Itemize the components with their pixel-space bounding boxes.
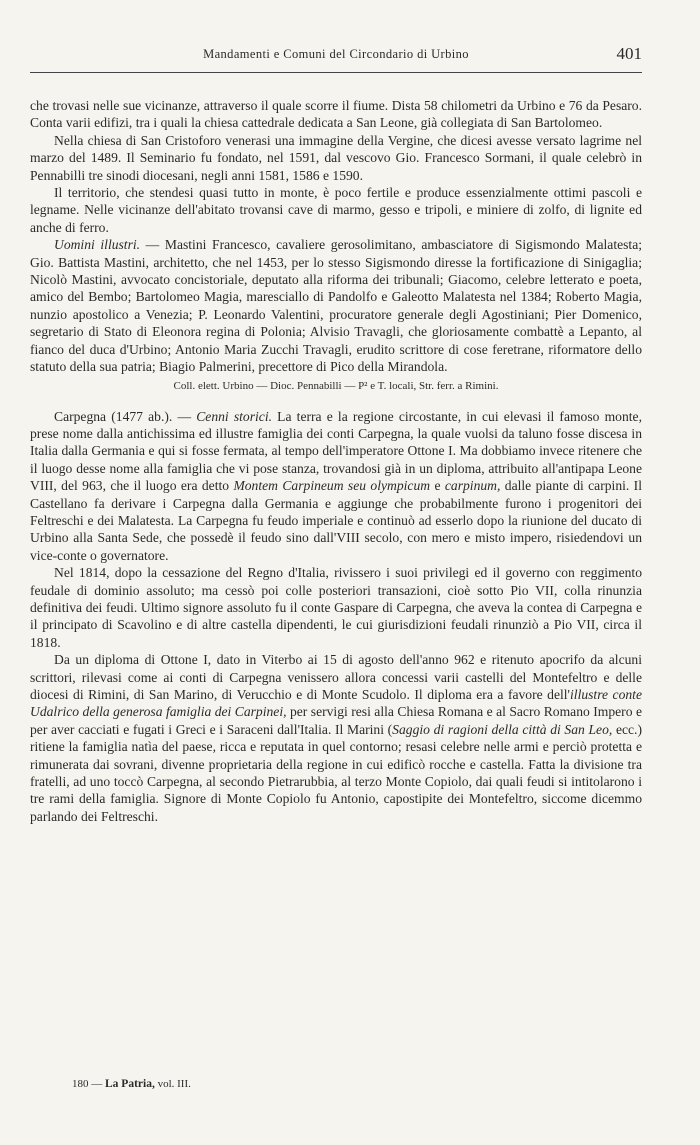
section-gap <box>30 394 642 408</box>
paragraph-3: Il territorio, che stendesi quasi tutto in monte, è poco fertile e produce essenzialmente ottimi pascoli e legname. Nelle vicinanze dell'abitato trovansi cave di marmo, gesso e tripoli, e miniere di zolfo, di lignite ed anche di ferro. <box>30 185 642 235</box>
diploma-italic-2: Saggio di ragioni della città di San Leo, <box>392 721 613 737</box>
diploma-text-c: ecc.) ritiene la famiglia natìa del paese, ricca e reputata in quel contorno; resasi celebre nelle armi e perciò protetta e rimunerata dai sovrani, divenne proprietaria della regione in cui edificò rocche e castella. Fatta la divisione tra fratelli, ad uno toccò Carpegna, al secondo Pietrarubbia, al terzo Monte Copiolo, dai quali feudi si intitolarono i tre rami della famiglia. Signore di Monte Copiolo fu Antonio, capostipite dei Montefeltro, siccome dicemmo parlando dei Feltreschi. <box>30 721 642 824</box>
illustrious-men-label: Uomini illustri. <box>54 237 141 253</box>
signature-volume: vol. III. <box>154 1078 191 1090</box>
carpegna-heading: Carpegna (1477 ab.). — <box>54 408 197 424</box>
page-number: 401 <box>616 44 642 63</box>
paragraph-1: che trovasi nelle sue vicinanze, attraverso il quale scorre il fiume. Dista 58 chilometri da Urbino e 76 da Pesaro. Conta varii edifizi, tra i quali la chiesa cattedrale dedicata a San Leone, già collegiata di San Bartolomeo. <box>30 98 642 131</box>
latin-phrase-2: carpinum, <box>444 478 501 494</box>
latin-phrase-1: Montem Carpineum seu olympicum <box>233 478 431 494</box>
diploma-text-a: Da un diploma di Ottone I, dato in Viterbo ai 15 di agosto dell'anno 962 e ritenuto apocrifo da alcuni scrittori, rilevasi come ai conti di Carpegna venissero allora concessi varii castelli del Montefeltro e delle diocesi di Rimini, di San Marino, di Verucchio e di Monte Scudolo. Il diploma era a favore dell' <box>30 652 642 702</box>
illustrious-men-text: — Mastini Francesco, cavaliere gerosolimitano, ambasciatore di Sigismondo Malatesta; Gio. Battista Mastini, architetto, che nel 1453, per lo stesso Sigismondo diresse la fortificazione di Sinigaglia; Nicolò Mastini, avvocato concistoriale, deputato alla riforma dei tribunali; Giacomo, celebre letterato e poeta, amico del Bembo; Bartolomeo Magia, maresciallo di Pandolfo e Galeotto Malatesta nel 1384; Roberto Magia, nunzio apostolico a Venezia; P. Leonardo Valentini, procuratore generale degli Agostiniani; Pier Domenico, segretario di Stato di Eleonora regina di Polonia; Alvisio Travagli, che gloriosamente combattè a Lepanto, al fianco del duca d'Urbino; Antonio Maria Zucchi Travagli, erudito scrittore di cose feretrane, riformatore dello statuto della sua patria; Biagio Palmerini, precettore di Pico della Mirandola. <box>30 237 643 375</box>
paragraph-diploma <box>30 651 642 825</box>
paragraph-1814: Nel 1814, dopo la cessazione del Regno d'Italia, rivissero i suoi privilegi ed il governo con reggimento feudale di dominio assoluto; ma cessò poi colle posteriori transazioni, cioè sotto Pio VII, colla rinunzia definitiva dei feudi. Ultimo signore assoluto fu il conte Gaspare di Carpegna, che aveva la contea di Carpegna e il principato di Scavolino e di altre castella dipendenti, le cui giurisdizioni feudali rinunziò a Pio VII, circa il 1818. <box>30 565 642 650</box>
paragraph-2: Nella chiesa di San Cristoforo venerasi una immagine della Vergine, che dicesi avesse versato lagrime nel marzo del 1489. Il Seminario fu fondato, nel 1591, dal vescovo Gio. Francesco Sormani, il quale celebrò in Pennabilli tre sinodi diocesani, negli anni 1581, 1586 e 1590. <box>30 132 642 183</box>
paragraph-illustrious-men <box>30 236 642 375</box>
body-text <box>30 97 642 825</box>
paragraph-carpegna <box>30 408 642 565</box>
source-note: Coll. elett. Urbino — Dioc. Pennabilli — P² e T. locali, Str. ferr. a Rimini. <box>173 379 499 392</box>
diploma-text-b: per servigi resi alla Chiesa Romana e al Sacro Romano Impero e per aver cacciati e fugati i Greci e i Saraceni dall'Italia. Il Marini ( <box>30 704 642 737</box>
running-title: Mandamenti e Comuni del Circondario di Urbino <box>203 47 469 61</box>
carpegna-text-b: e <box>430 478 445 494</box>
diploma-italic-1: illustre conte Udalrico della generosa famiglia dei Carpinei, <box>30 687 642 720</box>
header-rule <box>30 72 642 73</box>
signature-title: La Patria, <box>105 1078 155 1090</box>
signature-number: 180 — <box>72 1078 105 1090</box>
carpegna-text-c: dalle piante di carpini. Il Castellano fa derivare i Carpegna dalla Germania e aggiunge che probabilmente furono i progenitori dei Feltreschi e dei Malatesta. La Carpegna fu feudo imperiale e continuò ad esserlo dopo la riunione del ducato di Urbino alla Santa Sede, che possedè il feudo sino dall'VIII secolo, con mero e misto impero, risiedendovi un vice-conte o governatore. <box>30 478 642 563</box>
printer-signature <box>72 1078 191 1090</box>
page-header <box>30 44 642 66</box>
historical-notes-label: Cenni storici. <box>196 408 272 424</box>
carpegna-text-a: La terra e la regione circostante, in cui elevasi il famoso monte, prese nome dalla antichissima ed illustre famiglia dei conti Carpegna, la quale vuolsi da taluno fosse discesa in Italia dalla Germania e qui si fosse fermata, al tempo dell'imperatore Ottone I. Ma dobbiamo invece ritenere che il luogo desse nome alla famiglia che vi pose stanza, trovandosi già in un diploma, attribuito all'antipapa Leone VIII, del 963, che il luogo era detto <box>30 408 642 494</box>
